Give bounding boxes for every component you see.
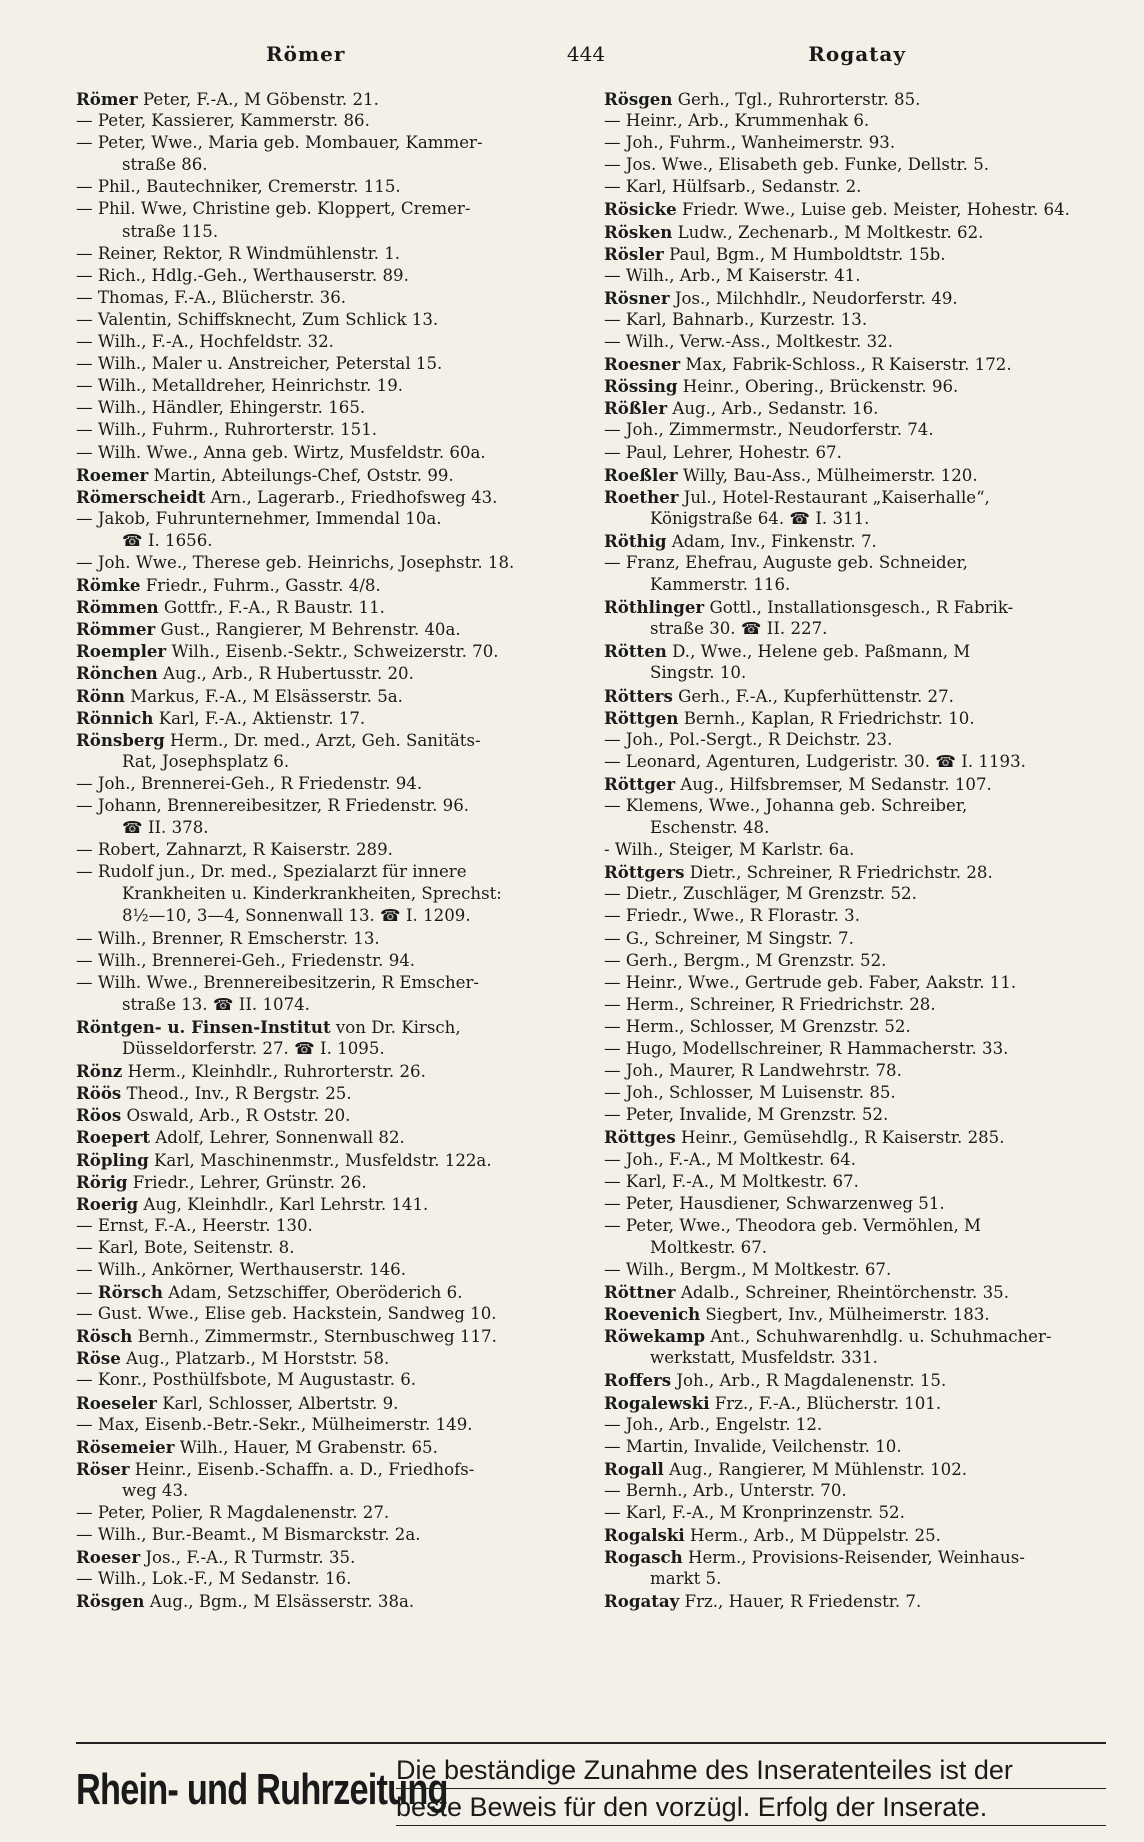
directory-entry-line: — Reiner, Rektor, R Windmühlenstr. 1. [76,243,401,263]
directory-entry-line: — Wilh. Wwe., Anna geb. Wirtz, Musfeldstr. 60a. [76,442,486,462]
directory-entry-line: — Phil., Bautechniker, Cremerstr. 115. [76,177,401,197]
directory-entry-line: Römke Friedr., Fuhrm., Gasstr. 4/8. [76,575,381,596]
directory-entry-line: Königstraße 64. ☎ I. 311. [650,508,870,528]
directory-entry-line: Röntgen- u. Finsen-Institut von Dr. Kirsch, [76,1016,461,1037]
page-number: 444 [566,42,606,66]
entry-surname: Rössing [604,376,678,397]
entry-surname: Rogalski [604,1525,685,1546]
entry-surname: Rönchen [76,663,158,684]
entry-surname: Römmen [76,597,159,618]
entry-surname: Roesner [604,354,681,375]
entry-surname: Röntgen- u. Finsen-Institut [76,1016,331,1037]
entry-surname: Röös [76,1083,122,1104]
directory-entry-line: Rösken Ludw., Zechenarb., M Moltkestr. 62. [604,221,984,242]
directory-entry-line: Düsseldorferstr. 27. ☎ I. 1095. [122,1039,385,1059]
entry-surname: Roeßler [604,464,678,485]
directory-entry-line: — Rörsch Adam, Setzschiffer, Oberöderich 6. [76,1282,463,1303]
directory-entry-line: straße 13. ☎ II. 1074. [122,994,310,1014]
directory-entry-line: Kammerstr. 116. [650,575,791,595]
directory-entry-line: — Peter, Kassierer, Kammerstr. 86. [76,111,370,131]
entry-surname: Röos [76,1105,122,1126]
entry-surname: Röttges [604,1127,676,1148]
entry-surname: Röttgers [604,862,685,883]
directory-entry-line: — Joh., Zimmermstr., Neudorferstr. 74. [604,420,934,440]
directory-entry-line: ☎ II. 378. [122,818,209,838]
directory-entry-line: Roepert Adolf, Lehrer, Sonnenwall 82. [76,1127,405,1148]
entry-surname: Röttgen [604,707,679,728]
entry-surname: Rönn [76,685,125,706]
directory-entry-line: — Wilh., Brennerei-Geh., Friedenstr. 94. [76,950,416,970]
entry-surname: Rogalewski [604,1392,710,1413]
entry-surname: Roevenich [604,1304,701,1325]
directory-entry-line: Röttgers Dietr., Schreiner, R Friedrichstr. 28. [604,862,993,883]
directory-entry-line: Rörig Friedr., Lehrer, Grünstr. 26. [76,1171,367,1192]
directory-entry-line: — Joh., Maurer, R Landwehrstr. 78. [604,1061,902,1081]
directory-entry-line: — Karl, Hülfsarb., Sedanstr. 2. [604,177,862,197]
entry-surname: Röttger [604,773,676,794]
directory-entry-line: straße 30. ☎ II. 227. [650,619,828,639]
directory-entry-line: Rogatay Frz., Hauer, R Friedenstr. 7. [604,1591,922,1612]
directory-entry-line: Roether Jul., Hotel-Restaurant „Kaiserhalle“, [604,486,990,507]
entry-surname: Römer [76,89,138,109]
directory-entry-line: straße 86. [122,155,208,175]
entry-surname: Röthig [604,530,667,551]
entry-surname: Rösner [604,287,670,308]
directory-entry-line: Rötten D., Wwe., Helene geb. Paßmann, M [604,641,971,662]
left-column [76,88,576,1612]
directory-entry-line: — Karl, Bahnarb., Kurzestr. 13. [604,309,868,329]
directory-entry-line: — Joh., Brennerei-Geh., R Friedenstr. 94. [76,773,423,793]
directory-entry-line: Krankheiten u. Kinderkrankheiten, Sprechst: [122,884,502,904]
entry-surname: Rogall [604,1458,664,1479]
directory-entry-line: — Hugo, Modellschreiner, R Hammacherstr. 33. [604,1039,1009,1059]
entry-surname: Röwekamp [604,1326,706,1347]
directory-entry-line: Rösner Jos., Milchhdlr., Neudorferstr. 49. [604,287,958,308]
directory-entry-line: werkstatt, Musfeldstr. 331. [650,1348,878,1368]
directory-entry-line: weg 43. [122,1480,189,1500]
directory-entry-line: — Friedr., Wwe., R Florastr. 3. [604,906,860,926]
directory-entry-line: Rönnich Karl, F.-A., Aktienstr. 17. [76,707,366,728]
directory-entry-line: — Klemens, Wwe., Johanna geb. Schreiber, [604,796,968,815]
directory-entry-line: Singstr. 10. [650,663,747,683]
directory-entry-line: — Peter, Invalide, M Grenzstr. 52. [604,1105,889,1125]
directory-entry-line: - Wilh., Steiger, M Karlstr. 6a. [604,840,855,860]
directory-entry-line: — Wilh., Verw.-Ass., Moltkestr. 32. [604,332,893,352]
directory-entry-line: — Joh., F.-A., M Moltkestr. 64. [604,1149,856,1169]
directory-entry-line: Roeßler Willy, Bau-Ass., Mülheimerstr. 120. [604,464,978,485]
directory-entry-line: Rösler Paul, Bgm., M Humboldtstr. 15b. [604,243,946,264]
right-column [604,88,1102,1612]
directory-entry-line: — Max, Eisenb.-Betr.-Sekr., Mülheimerstr. 149. [76,1414,473,1434]
directory-entry-line: Roerig Aug, Kleinhdlr., Karl Lehrstr. 141. [76,1193,429,1214]
directory-entry-line: — Rich., Hdlg.-Geh., Werthauserstr. 89. [76,265,409,285]
directory-entry-line: — Wilh., F.-A., Hochfeldstr. 32. [76,332,334,352]
directory-entry-line: — Heinr., Arb., Krummenhak 6. [604,111,870,131]
directory-entry-line: — Valentin, Schiffsknecht, Zum Schlick 13. [76,309,439,329]
directory-entry-line: — Joh., Fuhrm., Wanheimerstr. 93. [604,133,896,153]
directory-entry-line: Rösicke Friedr. Wwe., Luise geb. Meister, Hohestr. 64. [604,199,1070,220]
page-header [76,42,1096,82]
directory-entry-line: Rat, Josephsplatz 6. [122,751,290,771]
directory-entry-line: 8½—10, 3—4, Sonnenwall 13. ☎ I. 1209. [122,906,471,926]
directory-entry-line: Rötters Gerh., F.-A., Kupferhüttenstr. 27. [604,685,954,706]
entry-surname: Roepert [76,1127,150,1148]
directory-entry-line: — Gerh., Bergm., M Grenzstr. 52. [604,950,887,970]
directory-entry-line: — Gust. Wwe., Elise geb. Hackstein, Sandweg 10. [76,1304,497,1324]
advert-slogan [396,1752,1106,1826]
directory-entry-line: Röthlinger Gottl., Installationsgesch., R Fabrik- [604,597,1014,618]
directory-entry-line: Rogalewski Frz., F.-A., Blücherstr. 101. [604,1392,942,1413]
directory-entry-line: — Phil. Wwe, Christine geb. Kloppert, Cremer- [76,199,471,219]
entry-surname: Roether [604,486,679,507]
directory-entry-line: — Joh., Schlosser, M Luisenstr. 85. [604,1083,896,1103]
directory-entry-line: — Johann, Brennereibesitzer, R Friedenstr. 96. [76,796,470,815]
directory-entry-line: Roempler Wilh., Eisenb.-Sektr., Schweizerstr. 70. [76,641,499,662]
directory-entry-line: — Jakob, Fuhrunternehmer, Immendal 10a. [76,508,442,528]
entry-surname: Roerig [76,1193,139,1214]
advert-brand: Rhein- und Ruhrzeitung [76,1765,448,1814]
entry-surname: Rösler [604,243,664,264]
directory-entry-line: Roemer Martin, Abteilungs-Chef, Oststr. 99. [76,464,454,485]
directory-entry-line: Röse Aug., Platzarb., M Horststr. 58. [76,1348,390,1369]
entry-surname: Rörsch [97,1282,163,1303]
directory-entry-line: Röser Heinr., Eisenb.-Schaffn. a. D., Friedhofs- [76,1458,475,1479]
directory-entry-line: Röttges Heinr., Gemüsehdlg., R Kaiserstr. 285. [604,1127,1005,1148]
directory-entry-line: Rösemeier Wilh., Hauer, M Grabenstr. 65. [76,1436,438,1457]
directory-entry-line: ☎ I. 1656. [122,530,213,550]
directory-entry-line: Rönz Herm., Kleinhdlr., Ruhrorterstr. 26. [76,1061,426,1082]
entry-surname: Rörig [76,1171,128,1192]
entry-surname: Rönnich [76,707,154,728]
directory-entry-line: Rogall Aug., Rangierer, M Mühlenstr. 102. [604,1458,968,1479]
entry-surname: Rogatay [604,1591,680,1612]
directory-entry-line: — Martin, Invalide, Veilchenstr. 10. [604,1436,902,1456]
directory-entry-line: markt 5. [650,1569,722,1589]
directory-entry-line: — Rudolf jun., Dr. med., Spezialarzt für innere [76,862,467,882]
directory-entry-line: Rösch Bernh., Zimmermstr., Sternbuschweg 117. [76,1326,497,1347]
directory-entry-line: Röttgen Bernh., Kaplan, R Friedrichstr. 10. [604,707,975,728]
directory-entry-line: — Peter, Wwe., Maria geb. Mombauer, Kammer- [76,133,483,153]
directory-entry-line: straße 115. [122,221,219,241]
advertisement [76,1742,1106,1830]
entry-surname: Röttner [604,1282,676,1303]
directory-entry-line: Roevenich Siegbert, Inv., Mülheimerstr. 183. [604,1304,990,1325]
directory-entry-line: — Wilh., Maler u. Anstreicher, Peterstal 15. [76,354,443,374]
directory-entry-line: — Ernst, F.-A., Heerstr. 130. [76,1215,313,1235]
directory-entry-line: — Paul, Lehrer, Hohestr. 67. [604,442,842,462]
directory-entry-line: — Joh., Pol.-Sergt., R Deichstr. 23. [604,729,893,749]
entry-surname: Rönz [76,1061,123,1082]
directory-entry-line: Rössing Heinr., Obering., Brückenstr. 96. [604,376,959,397]
directory-entry-line: — Peter, Wwe., Theodora geb. Vermöhlen, M [604,1215,982,1235]
directory-entry-line: Röttger Aug., Hilfsbremser, M Sedanstr. 107. [604,773,992,794]
directory-entry-line: — Joh., Arb., Engelstr. 12. [604,1414,823,1434]
directory-entry-line: Röwekamp Ant., Schuhwarenhdlg. u. Schuhmacher- [604,1326,1052,1347]
entry-surname: Rötten [604,641,667,662]
entry-surname: Römerscheidt [76,486,206,507]
directory-entry-line: — Wilh., Fuhrm., Ruhrorterstr. 151. [76,420,378,440]
directory-entry-line: Rösgen Aug., Bgm., M Elsässerstr. 38a. [76,1591,415,1612]
entry-surname: Rogasch [604,1547,683,1568]
directory-entry-line: Roesner Max, Fabrik-Schloss., R Kaiserstr. 172. [604,354,1012,375]
directory-entry-line: — Jos. Wwe., Elisabeth geb. Funke, Dellstr. 5. [604,155,990,175]
entry-surname: Rösemeier [76,1436,175,1457]
directory-entry-line: — Wilh., Brenner, R Emscherstr. 13. [76,928,380,948]
entry-surname: Römke [76,575,141,596]
entry-surname: Roffers [604,1370,672,1391]
entry-surname: Röthlinger [604,597,705,618]
entry-surname: Rößler [604,398,668,419]
entry-surname: Rönsberg [76,729,165,750]
advert-slogan-line-1: Die beständige Zunahme des Inseratenteiles ist der [396,1752,1106,1789]
directory-entry-line: — Herm., Schreiner, R Friedrichstr. 28. [604,994,936,1014]
entry-surname: Rösch [76,1326,133,1347]
directory-entry-line: — Joh. Wwe., Therese geb. Heinrichs, Josephstr. 18. [76,552,515,572]
directory-entry-line: Römerscheidt Arn., Lagerarb., Friedhofsweg 43. [76,486,498,507]
directory-entry-line: — Herm., Schlosser, M Grenzstr. 52. [604,1016,911,1036]
directory-entry-line: Röös Theod., Inv., R Bergstr. 25. [76,1083,352,1104]
directory-entry-line: Rönsberg Herm., Dr. med., Arzt, Geh. Sanitäts- [76,729,481,750]
directory-entry-line: Röpling Karl, Maschinenmstr., Musfeldstr. 122a. [76,1149,492,1170]
directory-entry-line: — Konr., Posthülfsbote, M Augustastr. 6. [76,1370,417,1390]
entry-surname: Römmer [76,619,156,640]
entry-surname: Rötters [604,685,673,706]
directory-entry-line: Röthig Adam, Inv., Finkenstr. 7. [604,530,877,551]
directory-entry-line: — Karl, F.-A., M Kronprinzenstr. 52. [604,1503,905,1522]
directory-entry-line: — Wilh., Bergm., M Moltkestr. 67. [604,1259,892,1279]
directory-entry-line: Rogalski Herm., Arb., M Düppelstr. 25. [604,1525,941,1546]
directory-entry-line: Moltkestr. 67. [650,1237,768,1257]
directory-entry-line: — Wilh. Wwe., Brennereibesitzerin, R Emscher- [76,972,480,992]
directory-entry-line: — Karl, Bote, Seitenstr. 8. [76,1237,295,1257]
directory-entry-line: — Dietr., Zuschläger, M Grenzstr. 52. [604,884,917,904]
directory-entry-line: — Franz, Ehefrau, Auguste geb. Schneider, [604,552,968,572]
directory-entry-line: — Wilh., Arb., M Kaiserstr. 41. [604,265,861,285]
directory-entry-line: Römmen Gottfr., F.-A., R Baustr. 11. [76,597,385,618]
directory-entry-line: Röttner Adalb., Schreiner, Rheintörchenstr. 35. [604,1282,1009,1303]
entry-surname: Rösken [604,221,673,242]
directory-entry-line: — G., Schreiner, M Singstr. 7. [604,928,854,948]
header-right-catchword: Rogatay [808,42,906,66]
directory-entry-line: — Wilh., Metalldreher, Heinrichstr. 19. [76,376,404,396]
header-left-catchword: Römer [266,42,346,66]
directory-entry-line: Rönchen Aug., Arb., R Hubertusstr. 20. [76,663,414,684]
directory-entry-line: Rößler Aug., Arb., Sedanstr. 16. [604,398,879,419]
directory-entry-line: — Heinr., Wwe., Gertrude geb. Faber, Aakstr. 11. [604,972,1017,992]
entry-surname: Roeseler [76,1392,157,1413]
directory-entry-line: — Wilh., Lok.-F., M Sedanstr. 16. [76,1569,352,1589]
entry-surname: Rösgen [604,89,673,109]
directory-entry-line: — Robert, Zahnarzt, R Kaiserstr. 289. [76,840,393,860]
directory-entry-line: Roffers Joh., Arb., R Magdalenenstr. 15. [604,1370,947,1391]
directory-entry-line: — Wilh., Händler, Ehingerstr. 165. [76,398,366,418]
directory-entry-line: Römmer Gust., Rangierer, M Behrenstr. 40a. [76,619,461,640]
entry-surname: Röpling [76,1149,149,1170]
advert-slogan-line-2: beste Beweis für den vorzügl. Erfolg der Inserate. [396,1789,1106,1826]
directory-entry-line: — Bernh., Arb., Unterstr. 70. [604,1480,847,1500]
directory-entry-line: — Peter, Hausdiener, Schwarzenweg 51. [604,1193,945,1213]
directory-entry-line: Roeser Jos., F.-A., R Turmstr. 35. [76,1547,356,1568]
directory-entry-line: — Karl, F.-A., M Moltkestr. 67. [604,1171,859,1191]
directory-entry-line: Rogasch Herm., Provisions-Reisender, Weinhaus- [604,1547,1025,1568]
entry-surname: Röser [76,1458,130,1479]
directory-entry-line: Roeseler Karl, Schlosser, Albertstr. 9. [76,1392,399,1413]
directory-entry-line: — Leonard, Agenturen, Ludgeristr. 30. ☎ I. 1193. [604,751,1026,771]
entry-surname: Roempler [76,641,167,662]
directory-entry-line: — Wilh., Ankörner, Werthauserstr. 146. [76,1259,407,1279]
directory-entry-line: — Wilh., Bur.-Beamt., M Bismarckstr. 2a. [76,1525,421,1545]
directory-entry-line: Röos Oswald, Arb., R Oststr. 20. [76,1105,351,1126]
directory-entry-line: Rösgen Gerh., Tgl., Ruhrorterstr. 85. [604,89,921,109]
directory-entry-line: Rönn Markus, F.-A., M Elsässerstr. 5a. [76,685,403,706]
directory-entry-line: Eschenstr. 48. [650,818,770,838]
directory-entry-line: — Peter, Polier, R Magdalenenstr. 27. [76,1503,390,1522]
entry-surname: Röse [76,1348,121,1369]
directory-entry-line: — Thomas, F.-A., Blücherstr. 36. [76,287,347,307]
directory-entry-line: Römer Peter, F.-A., M Göbenstr. 21. [76,89,379,109]
entry-surname: Roemer [76,464,149,485]
entry-surname: Rösgen [76,1591,145,1612]
entry-surname: Roeser [76,1547,141,1568]
entry-surname: Rösicke [604,199,677,220]
